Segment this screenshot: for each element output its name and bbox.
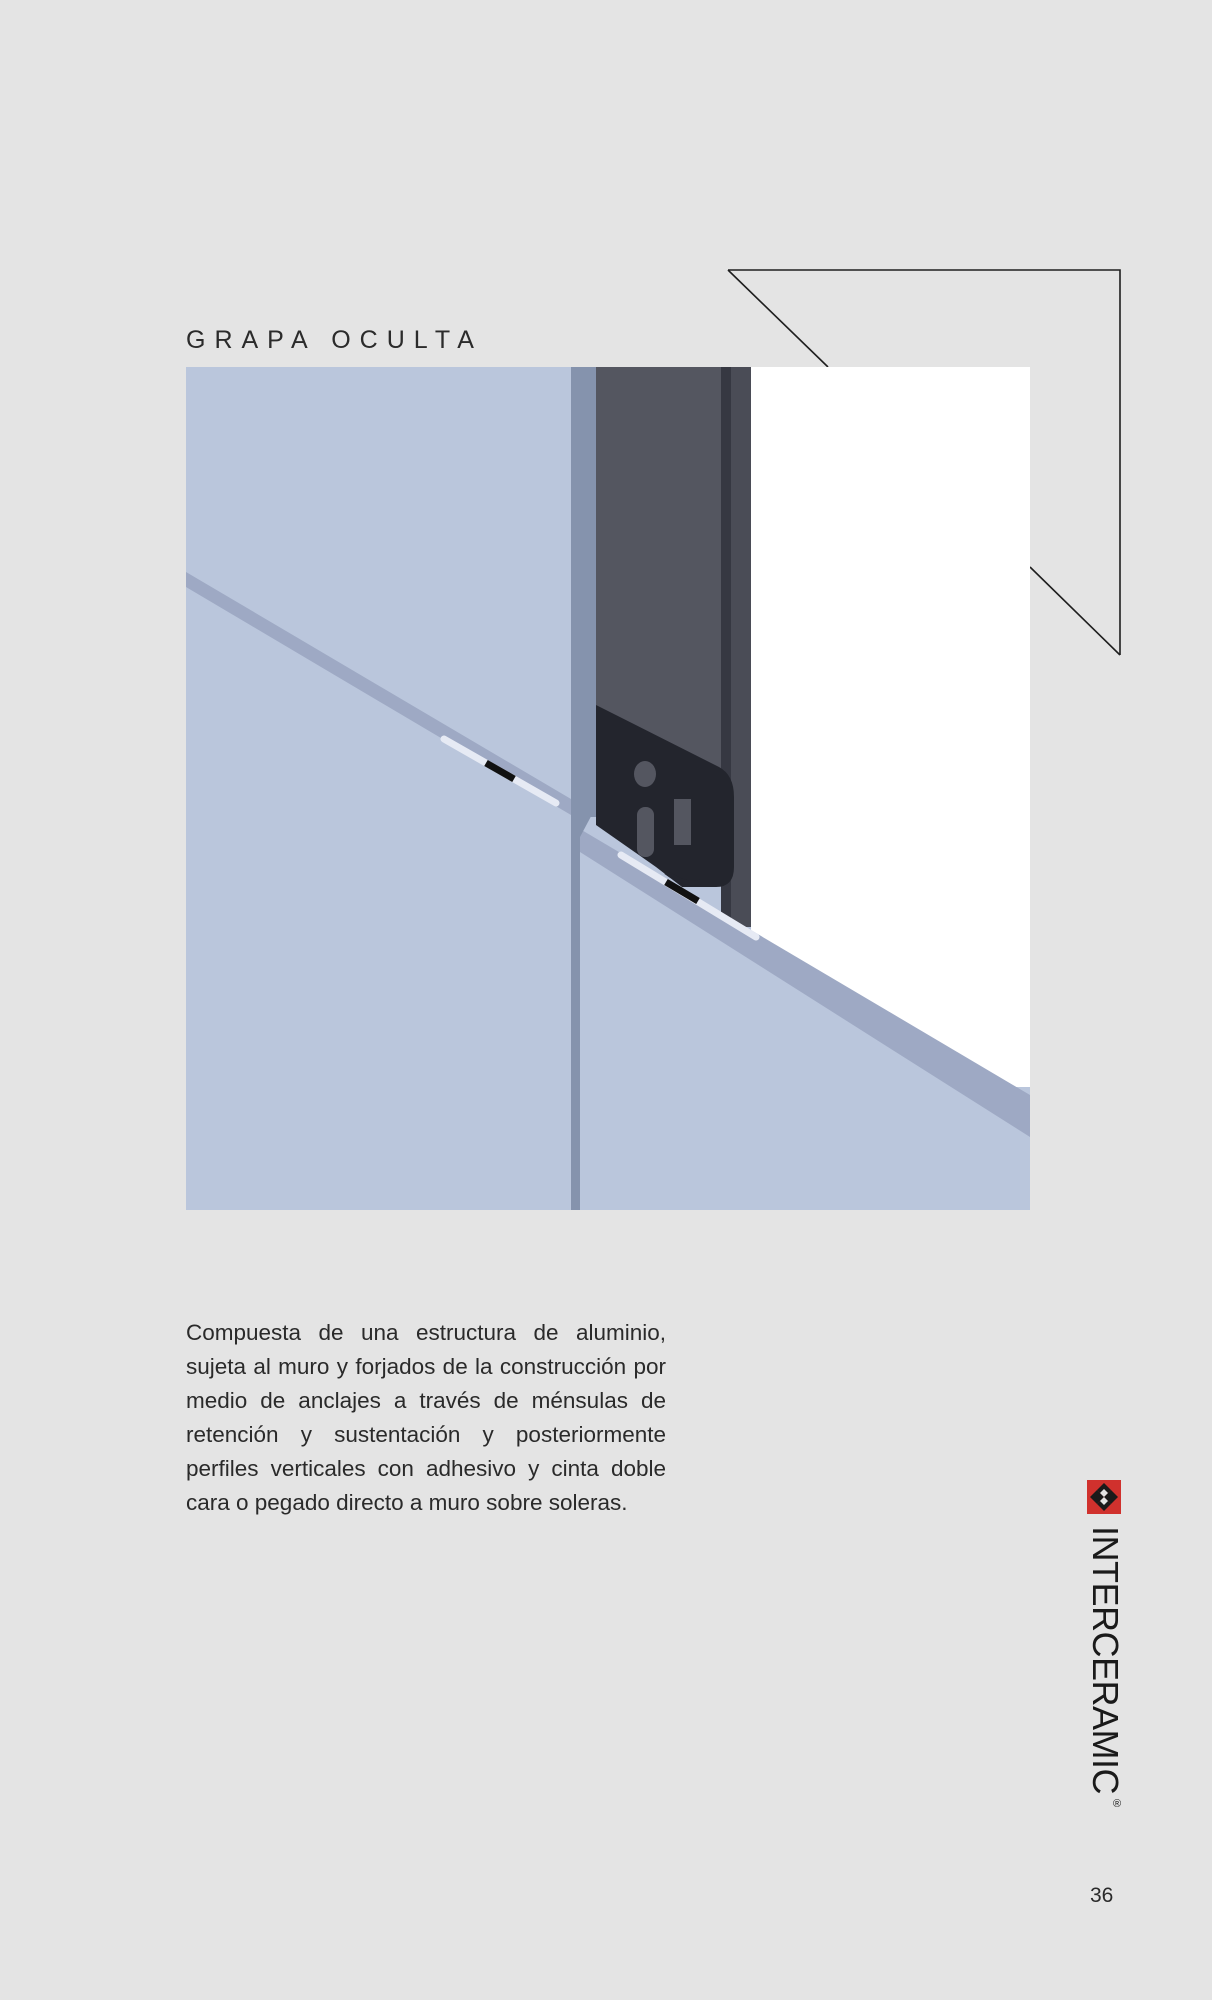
section-title: GRAPA OCULTA	[186, 326, 483, 354]
page-number: 36	[1090, 1884, 1114, 1907]
hidden-clip-illustration	[186, 367, 1030, 1210]
brand-name: INTERCERAMIC	[1085, 1526, 1126, 1795]
description-text: Compuesta de una estructura de aluminio, sujeta al muro y forjados de la construcción por medio de anclajes a través de ménsulas de retención y sustentación y posteriormente perfiles verticales con adhesivo y cinta doble cara o pegado directo a muro sobre soleras.	[186, 1320, 666, 1515]
interceramic-logo-icon	[1087, 1480, 1121, 1514]
brand-logo	[1083, 1480, 1127, 1810]
registered-mark: ®	[1113, 1798, 1122, 1810]
